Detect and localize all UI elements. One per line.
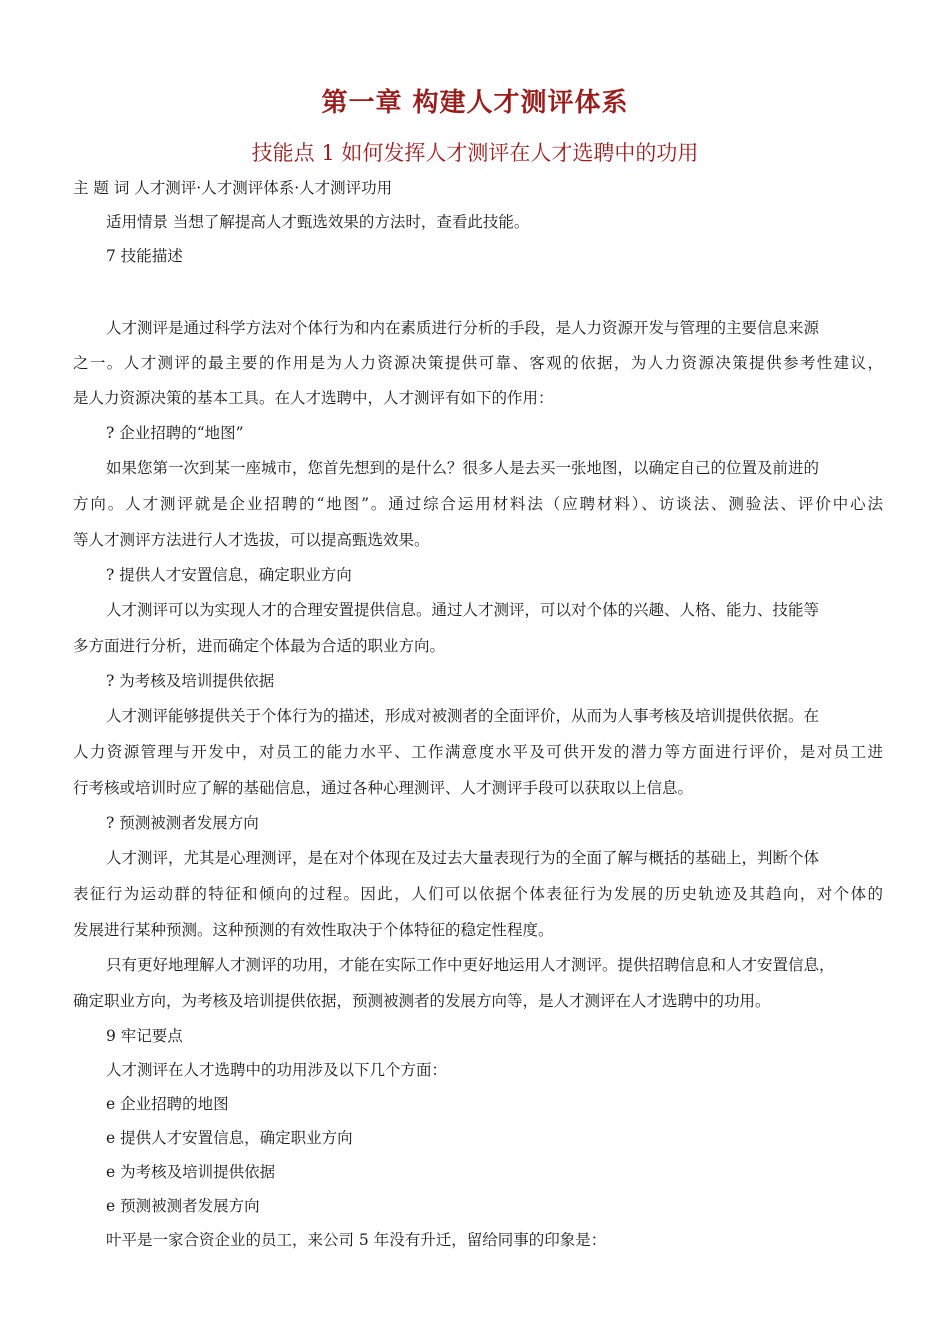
paragraph-line: 人力资源管理与开发中，对员工的能力水平、工作满意度水平及可供开发的潜力等方面进行评价，是对员工进 [73, 743, 883, 761]
paragraph-line: 人才测评是通过科学方法对个体行为和内在素质进行分析的手段，是人力资源开发与管理的主要信息来源 [106, 319, 820, 337]
bullet-heading-assessment: ? 为考核及培训提供依据 [106, 672, 275, 690]
paragraph-line: 多方面进行分析，进而确定个体最为合适的职业方向。 [73, 637, 446, 655]
bullet-heading-prediction: ? 预测被测者发展方向 [106, 814, 259, 832]
paragraph-line: 确定职业方向，为考核及培训提供依据，预测被测者的发展方向等，是人才测评在人才选聘中的功用。 [73, 992, 771, 1010]
paragraph-line: 人才测评可以为实现人才的合理安置提供信息。通过人才测评，可以对个体的兴趣、人格、能力、技能等 [106, 601, 820, 619]
summary-item: e 预测被测者发展方向 [106, 1197, 260, 1215]
case-intro: 叶平是一家合资企业的员工，来公司 5 年没有升迁，留给同事的印象是： [106, 1231, 607, 1249]
paragraph-line: 等人才测评方法进行人才选拔，可以提高甄选效果。 [73, 531, 430, 549]
skill-subtitle: 技能点 1 如何发挥人才测评在人才选聘中的功用 [251, 141, 699, 165]
paragraph-line: 行考核或培训时应了解的基础信息，通过各种心理测评、人才测评手段可以获取以上信息。 [73, 779, 694, 797]
paragraph-line: 发展进行某种预测。这种预测的有效性取决于个体特征的稳定性程度。 [73, 921, 554, 939]
bullet-heading-map: ? 企业招聘的“地图” [106, 424, 244, 442]
paragraph-line: 表征行为运动群的特征和倾向的过程。因此，人们可以依据个体表征行为发展的历史轨迹及其趋向，对个体的 [73, 885, 883, 903]
summary-item: e 企业招聘的地图 [106, 1095, 229, 1113]
scenario-line: 适用情景 当想了解提高人才甄选效果的方法时，查看此技能。 [106, 213, 530, 231]
section-heading-skill-description: 7 技能描述 [106, 247, 183, 265]
paragraph-line: 之一。人才测评的最主要的作用是为人力资源决策提供可靠、客观的依据，为人力资源决策提供参考性建议， [73, 354, 883, 372]
summary-intro: 人才测评在人才选聘中的功用涉及以下几个方面： [106, 1061, 448, 1079]
paragraph-line: 人才测评能够提供关于个体行为的描述，形成对被测者的全面评价，从而为人事考核及培训提供依据。在 [106, 707, 820, 725]
paragraph-line: 是人力资源决策的基本工具。在人才选聘中，人才测评有如下的作用： [73, 389, 554, 407]
paragraph-line: 如果您第一次到某一座城市，您首先想到的是什么？很多人是去买一张地图，以确定自己的位置及前进的 [106, 459, 820, 477]
paragraph-line: 方向。人才测评就是企业招聘的“地图”。通过综合运用材料法（应聘材料）、访谈法、测验法、评价中心法 [73, 495, 883, 513]
paragraph-line: 人才测评，尤其是心理测评，是在对个体现在及过去大量表现行为的全面了解与概括的基础上，判断个体 [106, 849, 820, 867]
section-heading-key-points: 9 牢记要点 [106, 1027, 183, 1045]
summary-item: e 提供人才安置信息，确定职业方向 [106, 1129, 353, 1147]
paragraph-line: 只有更好地理解人才测评的功用，才能在实际工作中更好地运用人才测评。提供招聘信息和人才安置信息， [106, 956, 835, 974]
bullet-heading-placement: ? 提供人才安置信息，确定职业方向 [106, 566, 352, 584]
keywords-line: 主 题 词 人才测评·人才测评体系·人才测评功用 [73, 179, 393, 197]
chapter-title: 第一章 构建人才测评体系 [321, 88, 629, 118]
summary-item: e 为考核及培训提供依据 [106, 1163, 276, 1181]
